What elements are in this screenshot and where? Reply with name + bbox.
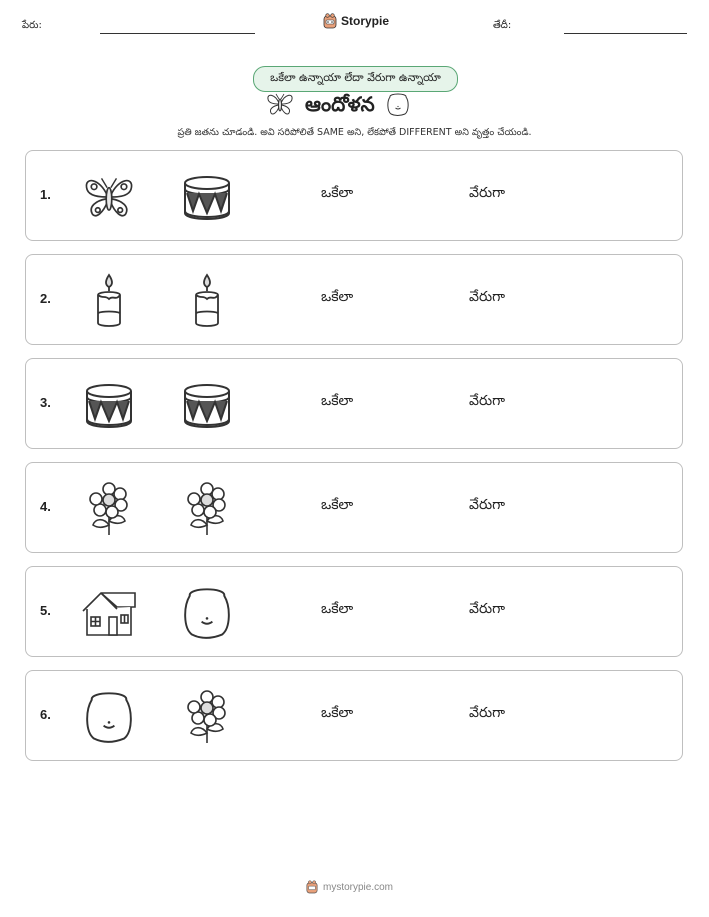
candle-icon	[179, 273, 235, 329]
worksheet-title: ఆందోళన	[305, 91, 375, 116]
same-option[interactable]: ఒకేలా	[321, 601, 354, 617]
question-number: 3.	[40, 395, 51, 410]
footer-site-link[interactable]: mystorypie.com	[323, 881, 394, 893]
flower-icon	[179, 689, 235, 745]
storypie-mascot-icon	[323, 13, 337, 29]
name-field-line[interactable]	[100, 33, 255, 34]
date-label: తేదీ:	[493, 20, 512, 31]
same-option[interactable]: ఒకేలా	[321, 393, 354, 409]
drum-icon	[179, 377, 235, 433]
different-option[interactable]: వేరుగా	[469, 601, 505, 617]
different-option[interactable]: వేరుగా	[469, 289, 505, 305]
drum-icon	[81, 377, 137, 433]
butterfly-icon	[81, 169, 137, 225]
date-field-line[interactable]	[564, 33, 687, 34]
different-option[interactable]: వేరుగా	[469, 497, 505, 513]
title-row	[265, 92, 440, 120]
question-row-6	[25, 670, 683, 761]
same-option[interactable]: ఒకేలా	[321, 497, 354, 513]
candle-icon	[81, 273, 137, 329]
question-row-2	[25, 254, 683, 345]
same-option[interactable]: ఒకేలా	[321, 289, 354, 305]
footer	[306, 880, 393, 894]
butterfly-icon	[265, 91, 295, 121]
worried-face-icon	[385, 91, 411, 121]
question-number: 6.	[40, 707, 51, 722]
storypie-logo	[323, 13, 389, 29]
instructions-text: ప్రతి జతను చూడండి. అవి సరిపోలితే SAME అని, లేకపోతే DIFFERENT అని వృత్తం చేయండి.	[177, 127, 532, 138]
question-row-3	[25, 358, 683, 449]
worried-face-icon	[179, 585, 235, 641]
same-option[interactable]: ఒకేలా	[321, 705, 354, 721]
worried-face-icon	[81, 689, 137, 745]
different-option[interactable]: వేరుగా	[469, 185, 505, 201]
flower-icon	[179, 481, 235, 537]
question-number: 4.	[40, 499, 51, 514]
different-option[interactable]: వేరుగా	[469, 393, 505, 409]
drum-icon	[179, 169, 235, 225]
storypie-mascot-icon	[306, 880, 318, 894]
different-option[interactable]: వేరుగా	[469, 705, 505, 721]
flower-icon	[81, 481, 137, 537]
question-number: 1.	[40, 187, 51, 202]
question-row-4	[25, 462, 683, 553]
question-row-1	[25, 150, 683, 241]
subtitle-badge: ఒకేలా ఉన్నాయా లేదా వేరుగా ఉన్నాయా	[253, 66, 458, 92]
question-number: 2.	[40, 291, 51, 306]
house-icon	[81, 585, 137, 641]
same-option[interactable]: ఒకేలా	[321, 185, 354, 201]
brand-name: Storypie	[341, 14, 390, 28]
question-row-5	[25, 566, 683, 657]
name-label: పేరు:	[22, 20, 42, 31]
question-number: 5.	[40, 603, 51, 618]
